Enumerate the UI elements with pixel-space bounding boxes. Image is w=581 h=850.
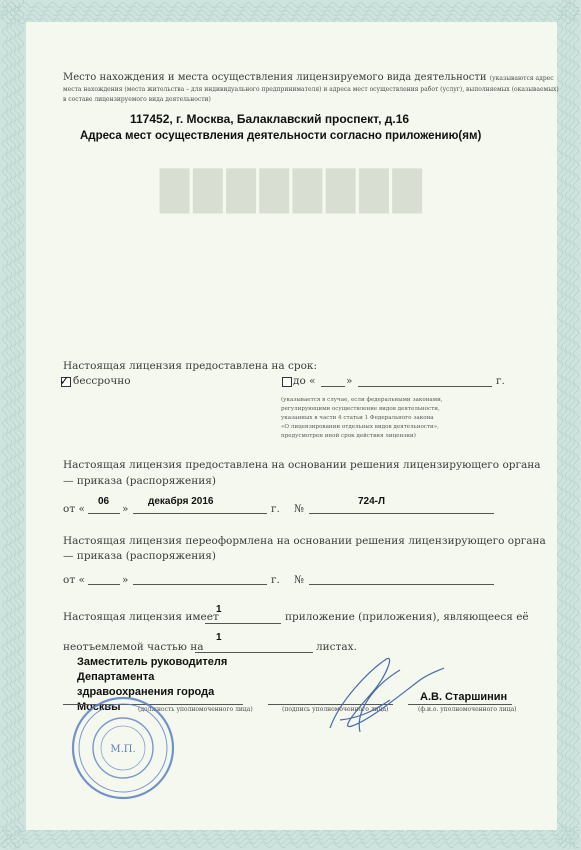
decision-day-line xyxy=(88,513,120,514)
appendix-count: 1 xyxy=(216,604,222,615)
term-note: (указывается в случае, если федеральными законами, регулирующими осуществление видов деятельности, указанных в части 4 статьи 1 Федерального закона «О лицензировании отдельных видов деятельности», предусмотрен иной срок действия лицензии) xyxy=(281,397,443,439)
until-year-suffix: г. xyxy=(496,375,505,387)
reissue-year-suffix: г. xyxy=(271,574,280,586)
reissue-number-line xyxy=(309,584,494,585)
until-checkbox xyxy=(282,377,292,387)
address-note-line3: в составе лицензируемого вида деятельности) xyxy=(63,96,211,103)
signer-position: Заместитель руководителя Департамента здравоохранения города Москвы xyxy=(77,656,228,713)
until-day-line xyxy=(321,386,345,387)
appendix-line2-prefix: неотъемлемой частью на xyxy=(63,641,204,653)
signature-scribble-icon xyxy=(300,640,450,740)
signature-caption: (подпись уполномоченного лица) xyxy=(282,706,389,713)
appendix-line2-suffix: листах. xyxy=(316,641,357,653)
reissue-from-label: от « xyxy=(63,574,85,586)
until-quote-close: » xyxy=(346,375,353,387)
checkmark-icon: ✓ xyxy=(59,373,70,388)
addresses-note: Адреса мест осуществления деятельности согласно приложению(ям) xyxy=(80,130,482,142)
until-label: до « xyxy=(293,375,316,387)
reissue-heading-line1: Настоящая лицензия переоформлена на основании решения лицензирующего органа xyxy=(63,535,546,547)
decision-heading-line2: — приказа (распоряжения) xyxy=(63,475,216,487)
decision-number: 724-Л xyxy=(358,496,386,507)
reissue-month-line xyxy=(133,584,267,585)
decision-month-year: декабря 2016 xyxy=(148,496,214,507)
decision-month-line xyxy=(133,513,267,514)
reissue-number-label: № xyxy=(294,574,304,586)
stamp-label: М.П. xyxy=(110,744,136,755)
appendix-count-line xyxy=(205,623,281,624)
position-caption: (должность уполномоченного лица) xyxy=(138,706,253,713)
until-month-line xyxy=(358,386,492,387)
sheet-count-line xyxy=(195,652,313,653)
appendix-line1-prefix: Настоящая лицензия имеет xyxy=(63,611,219,623)
reissue-quote-close: » xyxy=(122,574,129,586)
watermark-decoration: ████████ xyxy=(160,168,426,213)
decision-number-label: № xyxy=(294,503,304,515)
name-caption: (ф.и.о. уполномоченного лица) xyxy=(418,706,517,713)
unlimited-label: бессрочно xyxy=(73,375,131,387)
address-value: 117452, г. Москва, Балаклавский проспект, д.16 xyxy=(130,112,410,126)
signer-name: А.В. Старшинин xyxy=(420,691,508,703)
address-note-line2: места нахождения (места жительства – для индивидуального предпринимателя) и адреса мест осуществления работ (услуг), выполняемых (оказываемых) xyxy=(63,86,559,93)
decision-number-line xyxy=(309,513,494,514)
decision-year-suffix: г. xyxy=(271,503,280,515)
sheet-count: 1 xyxy=(216,632,222,643)
address-note-part1: (указываются адрес xyxy=(489,75,554,82)
appendix-line1-suffix: приложение (приложения), являющееся её xyxy=(285,611,529,623)
address-heading: Место нахождения и места осуществления лицензируемого вида деятельности xyxy=(63,72,487,83)
decision-from-label: от « xyxy=(63,503,85,515)
reissue-heading-line2: — приказа (распоряжения) xyxy=(63,550,216,562)
official-stamp-icon xyxy=(55,690,191,800)
decision-quote-close: » xyxy=(122,503,129,515)
reissue-day-line xyxy=(88,584,120,585)
decision-heading-line1: Настоящая лицензия предоставлена на основании решения лицензирующего органа xyxy=(63,459,541,471)
decision-day: 06 xyxy=(98,496,110,507)
term-heading: Настоящая лицензия предоставлена на срок: xyxy=(63,360,318,372)
